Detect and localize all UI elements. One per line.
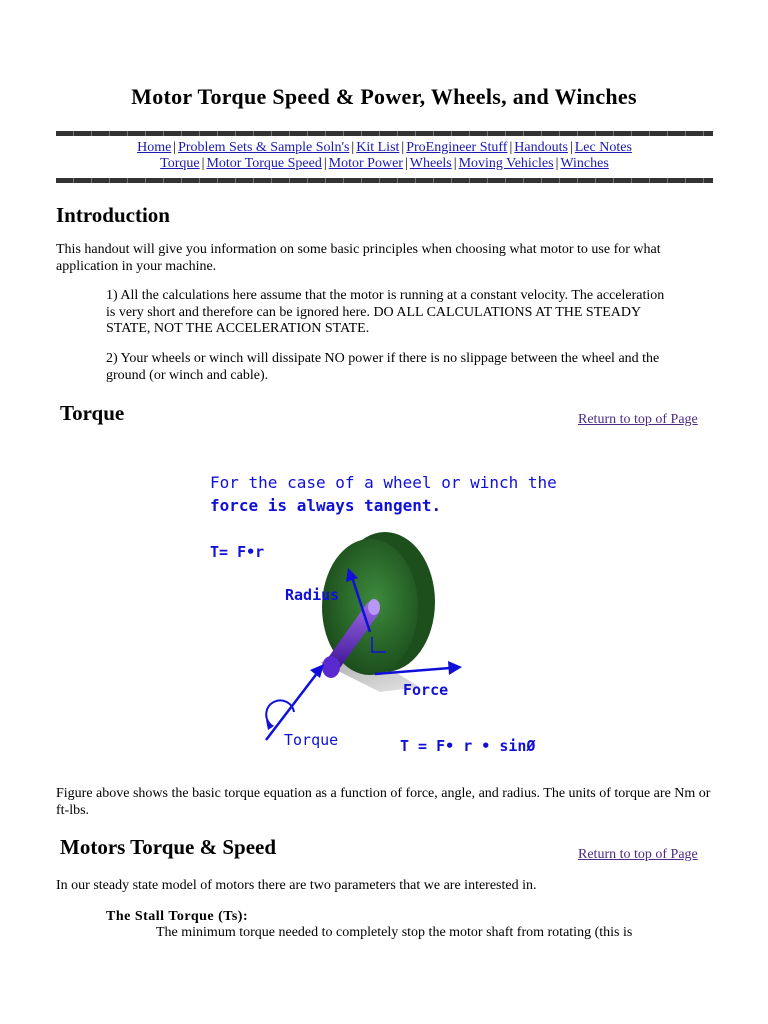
nav-link-proengineer[interactable]: ProEngineer Stuff <box>406 140 508 155</box>
nav-link-kit-list[interactable]: Kit List <box>356 140 400 155</box>
nav-link-wheels[interactable]: Wheels <box>409 156 452 171</box>
nav-separator: | <box>323 156 327 171</box>
figure-equation-full: T = F• r • sinØ <box>400 737 536 755</box>
torque-heading: Torque <box>60 401 125 425</box>
nav-link-motor-torque-speed[interactable]: Motor Torque Speed <box>206 156 322 171</box>
nav-link-handouts[interactable]: Handouts <box>514 140 568 155</box>
nav-separator: | <box>173 140 177 155</box>
figure-label-radius: Radius <box>285 586 340 604</box>
figure-equation-simple: T= F•r <box>210 543 265 561</box>
nav-separator: | <box>569 140 573 155</box>
motors-paragraph: In our steady state model of motors there are two parameters that we are interested in. <box>56 878 537 893</box>
nav-link-lec-notes[interactable]: Lec Notes <box>574 140 632 155</box>
nav-link-torque[interactable]: Torque <box>160 156 200 171</box>
torque-figure <box>200 462 560 762</box>
top-divider <box>56 131 713 136</box>
motors-heading: Motors Torque & Speed <box>60 835 277 859</box>
torque-rotation-arrowhead <box>266 720 274 730</box>
stall-torque-text: The minimum torque needed to completely stop the motor shaft from rotating (this is <box>156 925 633 940</box>
force-arrowhead <box>448 661 462 675</box>
intro-paragraph: This handout will give you information on some basic principles when choosing what motor to use for what application in your machine. <box>56 242 661 274</box>
nav-row-1 <box>56 140 713 156</box>
nav-link-moving-vehicles[interactable]: Moving Vehicles <box>458 156 554 171</box>
intro-note-2: 2) Your wheels or winch will dissipate NO power if there is no slippage between the wheel and the ground (or winch and cable). <box>106 351 660 383</box>
torque-paragraph: Figure above shows the basic torque equation as a function of force, angle, and radius. The units of torque are Nm or ft-lbs. <box>56 786 711 818</box>
figure-label-force: Force <box>403 681 449 699</box>
torque-return-to-top-link[interactable]: Return to top of Page <box>578 412 698 427</box>
nav-separator: | <box>351 140 355 155</box>
figure-caption-line-1: For the case of a wheel or winch the <box>210 473 557 492</box>
intro-heading: Introduction <box>56 203 170 227</box>
nav-row-2 <box>56 156 713 172</box>
intro-note-1: 1) All the calculations here assume that the motor is running at a constant velocity. The acceleration is very short and therefore can be ignored here. DO ALL CALCULATIONS AT THE STEADY STATE, NOT THE ACCELERATION STATE. <box>106 288 665 336</box>
nav-link-winches[interactable]: Winches <box>560 156 609 171</box>
nav-separator: | <box>555 156 559 171</box>
torque-arrowhead <box>310 664 324 678</box>
nav-separator: | <box>401 140 405 155</box>
nav-separator: | <box>404 156 408 171</box>
motors-return-to-top-link[interactable]: Return to top of Page <box>578 847 698 862</box>
nav-separator: | <box>453 156 457 171</box>
nav-link-home[interactable]: Home <box>137 140 172 155</box>
nav-link-problem-sets[interactable]: Problem Sets & Sample Soln's <box>178 140 350 155</box>
nav-separator: | <box>509 140 513 155</box>
nav-separator: | <box>201 156 205 171</box>
page-title: Motor Torque Speed & Power, Wheels, and Winches <box>131 84 637 109</box>
figure-caption-line-2: force is always tangent. <box>210 496 442 515</box>
nav-link-motor-power[interactable]: Motor Power <box>328 156 403 171</box>
figure-label-torque: Torque <box>284 731 339 749</box>
stall-torque-label: The Stall Torque (Ts): <box>106 909 249 924</box>
bottom-divider <box>56 178 713 183</box>
